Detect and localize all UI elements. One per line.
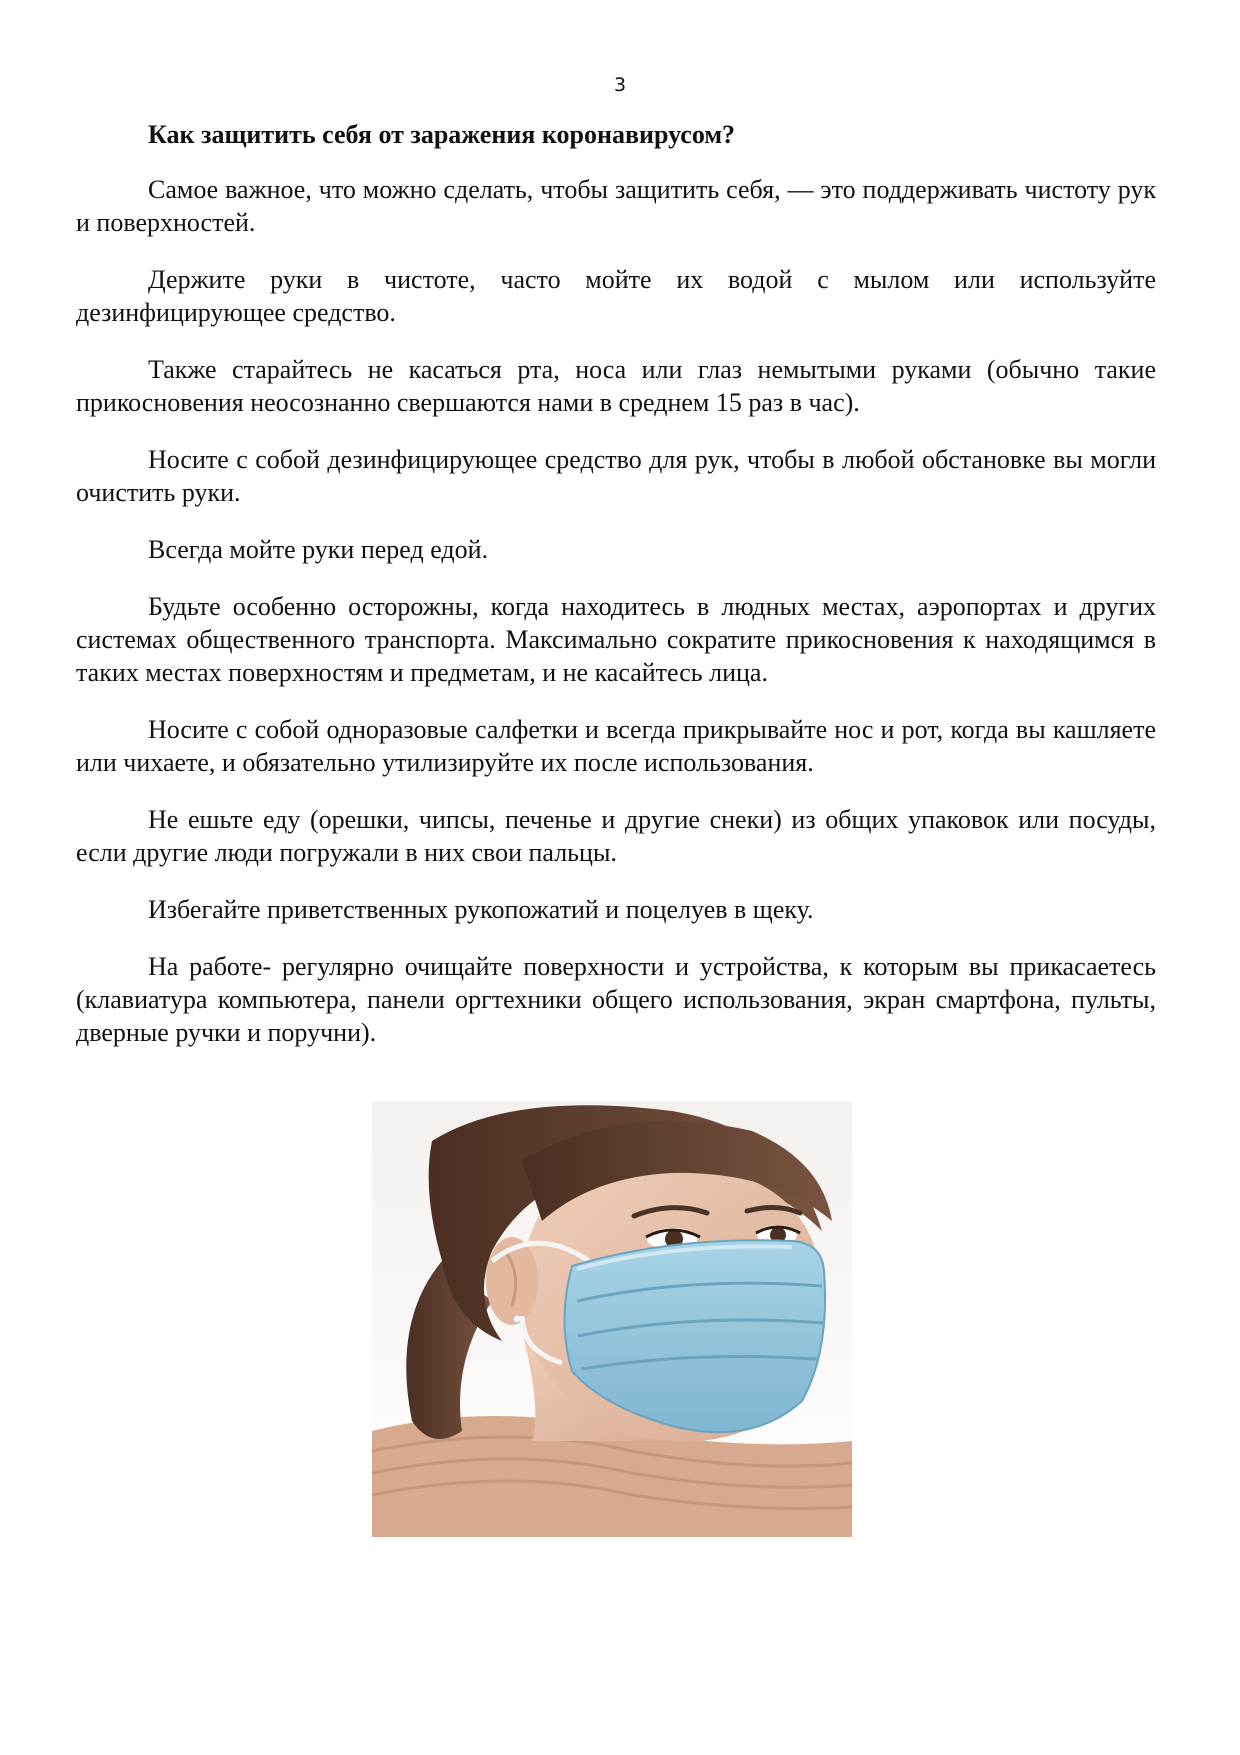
paragraph-2: Держите руки в чистоте, часто мойте их водой с мылом или используйте дезинфицирующее средство. bbox=[76, 265, 1156, 327]
section-heading: Как защитить себя от заражения коронавирусом? bbox=[148, 120, 736, 149]
paragraph-3: Также старайтесь не касаться рта, носа или глаз немытыми руками (обычно такие прикосновения неосознанно свершаются нами в среднем 15 раз в час). bbox=[76, 355, 1156, 417]
woman-with-mask-illustration bbox=[372, 1101, 852, 1537]
document-body bbox=[76, 118, 1156, 1073]
paragraph-4: Носите с собой дезинфицирующее средство для рук, чтобы в любой обстановке вы могли очистить руки. bbox=[76, 445, 1156, 507]
paragraph-5: Всегда мойте руки перед едой. bbox=[148, 535, 489, 564]
paragraph-6: Будьте особенно осторожны, когда находитесь в людных местах, аэропортах и других системах общественного транспорта. Максимально сократите прикосновения к находящимся в таких местах поверхностям и предметам, и не касайтесь лица. bbox=[76, 592, 1156, 687]
paragraph-1: Самое важное, что можно сделать, чтобы защитить себя, — это поддерживать чистоту рук и поверхностей. bbox=[76, 175, 1156, 237]
paragraph-10: На работе- регулярно очищайте поверхности и устройства, к которым вы прикасаетесь (клавиатура компьютера, панели оргтехники общего использования, экран смартфона, пульты, дверные ручки и поручни). bbox=[76, 952, 1156, 1047]
face-mask-photo bbox=[372, 1101, 852, 1537]
page-number: 3 bbox=[613, 74, 627, 96]
paragraph-9: Избегайте приветственных рукопожатий и поцелуев в щеку. bbox=[148, 895, 814, 924]
paragraph-7: Носите с собой одноразовые салфетки и всегда прикрывайте нос и рот, когда вы кашляете или чихаете, и обязательно утилизируйте их после использования. bbox=[76, 715, 1156, 777]
paragraph-8: Не ешьте еду (орешки, чипсы, печенье и другие снеки) из общих упаковок или посуды, если другие люди погружали в них свои пальцы. bbox=[76, 805, 1156, 867]
